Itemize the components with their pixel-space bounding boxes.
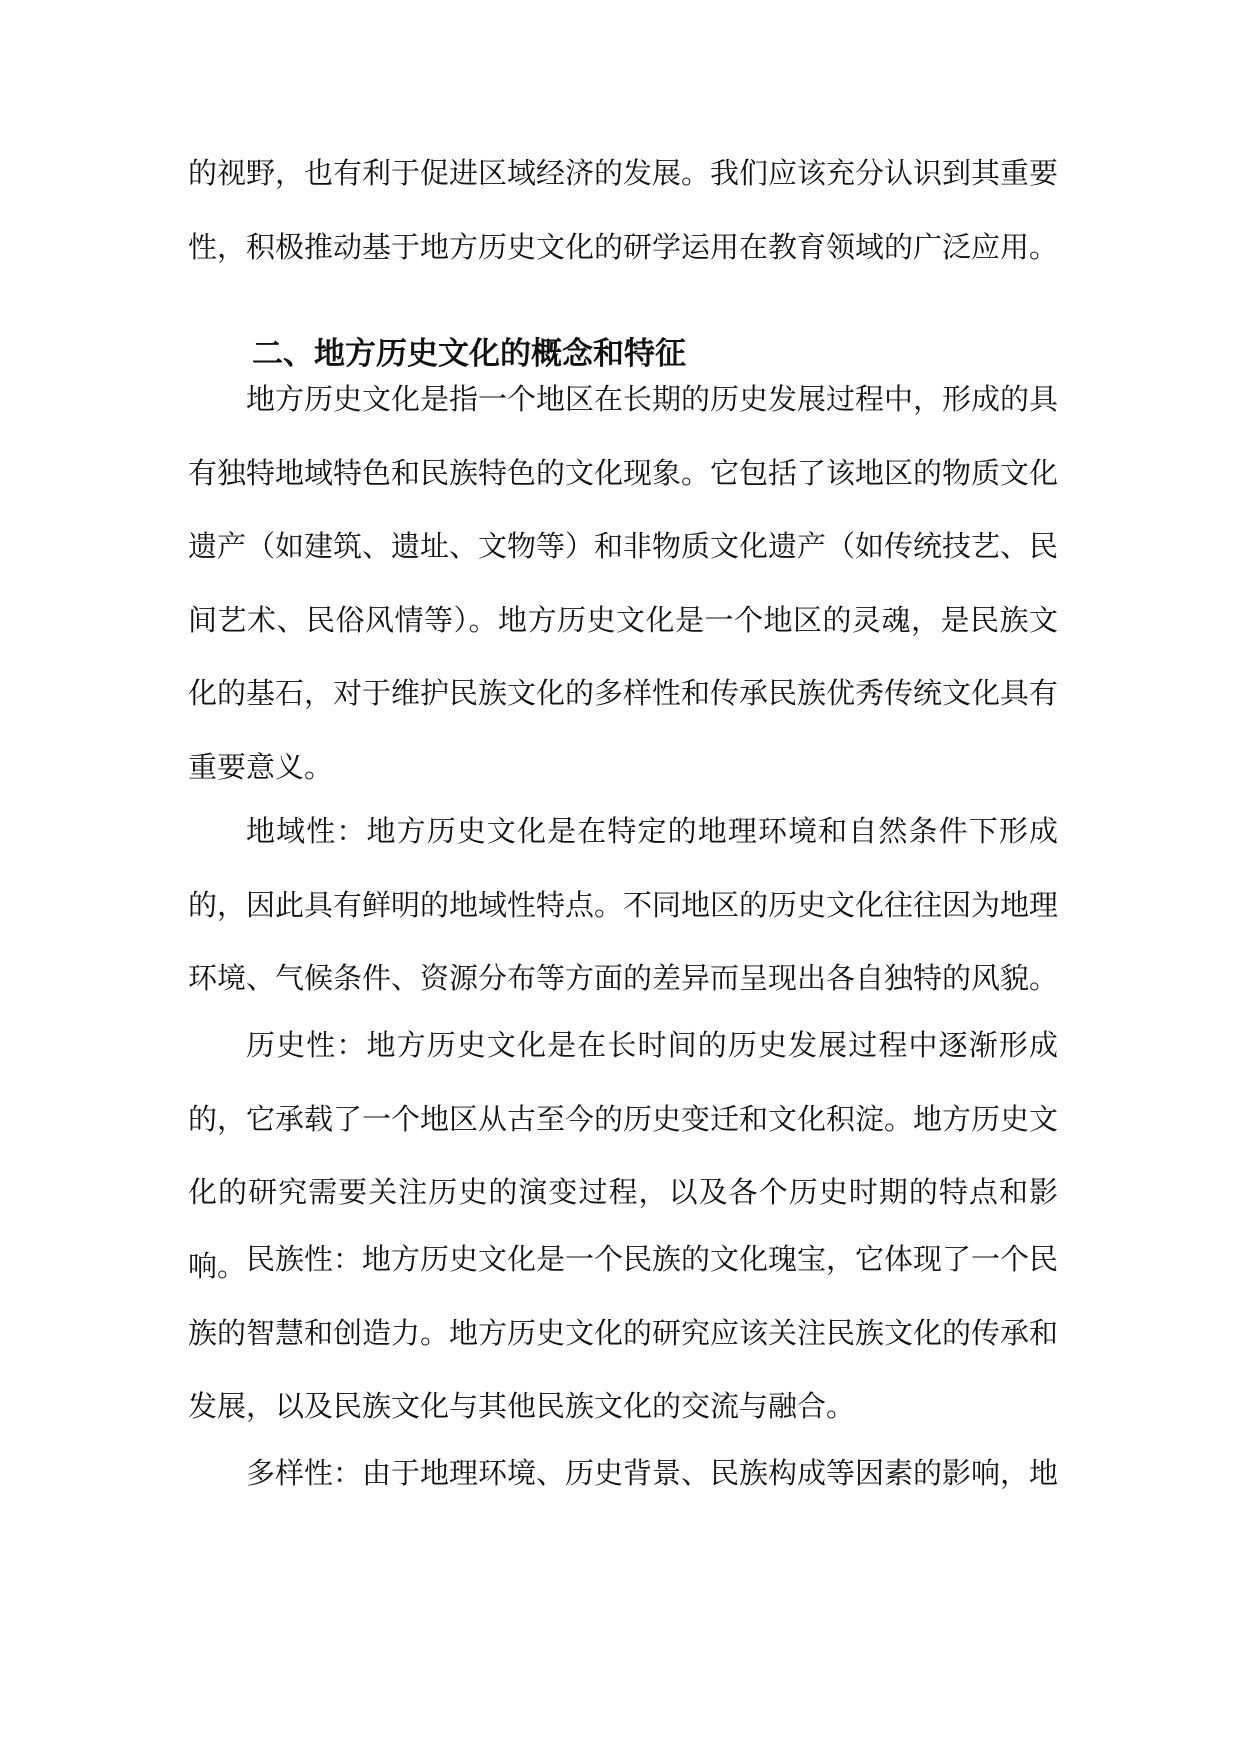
- body-paragraph-ethnic: [188, 1223, 1058, 1444]
- paragraph-text: 多样性：由于地理环境、历史背景、民族构成等因素的影响，地: [246, 1456, 1059, 1490]
- body-paragraph-regional: [188, 795, 1058, 1016]
- body-paragraph-definition: [188, 363, 1058, 804]
- body-paragraph-diversity: [188, 1437, 1058, 1511]
- paragraph-text: 地方历史文化是指一个地区在长期的历史发展过程中，形成的具有独特地域特色和民族特色的文化现象。它包括了该地区的物质文化遗产（如建筑、遗址、文物等）和非物质文化遗产（如传统技艺、民间艺术、民俗风情等）。地方历史文化是一个地区的灵魂，是民族文化的基石，对于维护民族文化的多样性和传承民族优秀传统文化具有重要意义。: [188, 382, 1059, 784]
- paragraph-text: 地域性：地方历史文化是在特定的地理环境和自然条件下形成的，因此具有鲜明的地域性特点。不同地区的历史文化往往因为地理环境、气候条件、资源分布等方面的差异而呈现出各自独特的风貌。: [188, 814, 1059, 995]
- paragraph-text: 的视野，也有利于促进区域经济的发展。我们应该充分认识到其重要性，积极推动基于地方历史文化的研学运用在教育领域的广泛应用。: [188, 156, 1059, 264]
- section-heading: 二、地方历史文化的概念和特征: [252, 336, 686, 372]
- paragraph-text: 历史性：地方历史文化是在长时间的历史发展过程中逐渐形成的，它承载了一个地区从古至今的历史变迁和文化积淀。地方历史文化的研究需要关注历史的演变过程，以及各个历史时期的特点和影响。: [188, 1028, 1059, 1283]
- continuation-paragraph: [188, 137, 1058, 284]
- paragraph-text: 民族性：地方历史文化是一个民族的文化瑰宝，它体现了一个民族的智慧和创造力。地方历史文化的研究应该关注民族文化的传承和发展，以及民族文化与其他民族文化的交流与融合。: [188, 1242, 1059, 1423]
